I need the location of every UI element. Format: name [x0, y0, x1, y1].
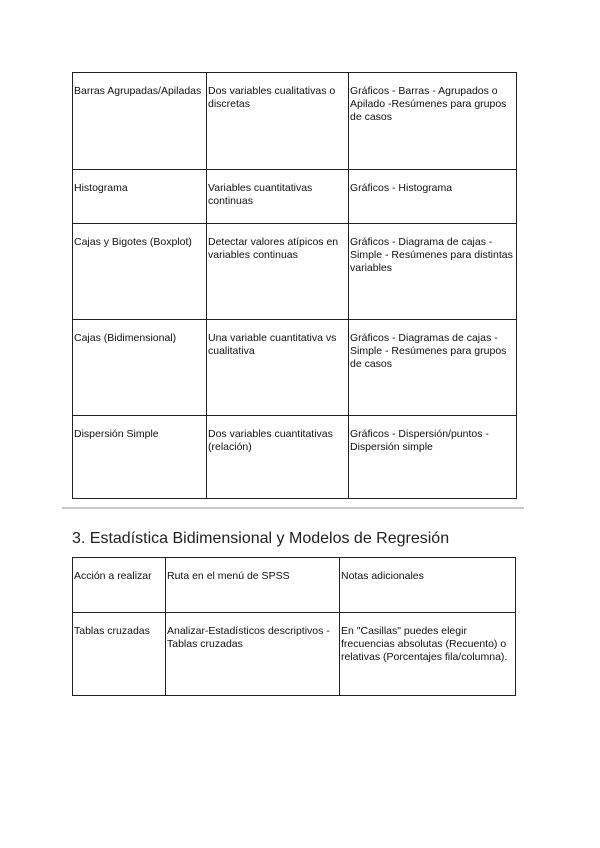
- table-header-cell: Notas adicionales: [340, 558, 516, 613]
- graphs-table: [72, 72, 517, 499]
- crosstab-table: [72, 557, 516, 696]
- table-cell: Dos variables cuantitativas (relación): [207, 416, 349, 499]
- table-row: [73, 170, 517, 224]
- table-cell: Gráficos - Barras - Agrupados o Apilado -Resúmenes para grupos de casos: [349, 73, 517, 170]
- section-heading: 3. Estadística Bidimensional y Modelos de Regresión: [72, 530, 450, 547]
- table-row: [73, 416, 517, 499]
- table-row: [73, 613, 516, 696]
- table-cell: Histograma: [73, 170, 207, 224]
- table-cell: Barras Agrupadas/Apiladas: [73, 73, 207, 170]
- table-cell: Gráficos - Dispersión/puntos - Dispersión simple: [349, 416, 517, 499]
- table-row: [73, 224, 517, 320]
- table-cell: Variables cuantitativas continuas: [207, 170, 349, 224]
- table-cell: Cajas (Bidimensional): [73, 320, 207, 416]
- table-row: [73, 320, 517, 416]
- table-cell: Tablas cruzadas: [73, 613, 166, 696]
- section-divider: [62, 507, 524, 509]
- table-cell: Dispersión Simple: [73, 416, 207, 499]
- table-header-row: [73, 558, 516, 613]
- table-cell: Gráficos - Histograma: [349, 170, 517, 224]
- table-cell: Gráficos - Diagramas de cajas -Simple - Resúmenes para grupos de casos: [349, 320, 517, 416]
- table-cell: Analizar-Estadísticos descriptivos - Tablas cruzadas: [166, 613, 340, 696]
- table-header-cell: Acción a realizar: [73, 558, 166, 613]
- table-cell: Detectar valores atípicos en variables continuas: [207, 224, 349, 320]
- table-row: [73, 73, 517, 170]
- table-cell: Una variable cuantitativa vs cualitativa: [207, 320, 349, 416]
- table-cell: Gráficos - Diagrama de cajas - Simple - Resúmenes para distintas variables: [349, 224, 517, 320]
- table-cell: Cajas y Bigotes (Boxplot): [73, 224, 207, 320]
- table-header-cell: Ruta en el menú de SPSS: [166, 558, 340, 613]
- table-cell: En "Casillas" puedes elegir frecuencias absolutas (Recuento) o relativas (Porcentajes fila/columna).: [340, 613, 516, 696]
- table-cell: Dos variables cualitativas o discretas: [207, 73, 349, 170]
